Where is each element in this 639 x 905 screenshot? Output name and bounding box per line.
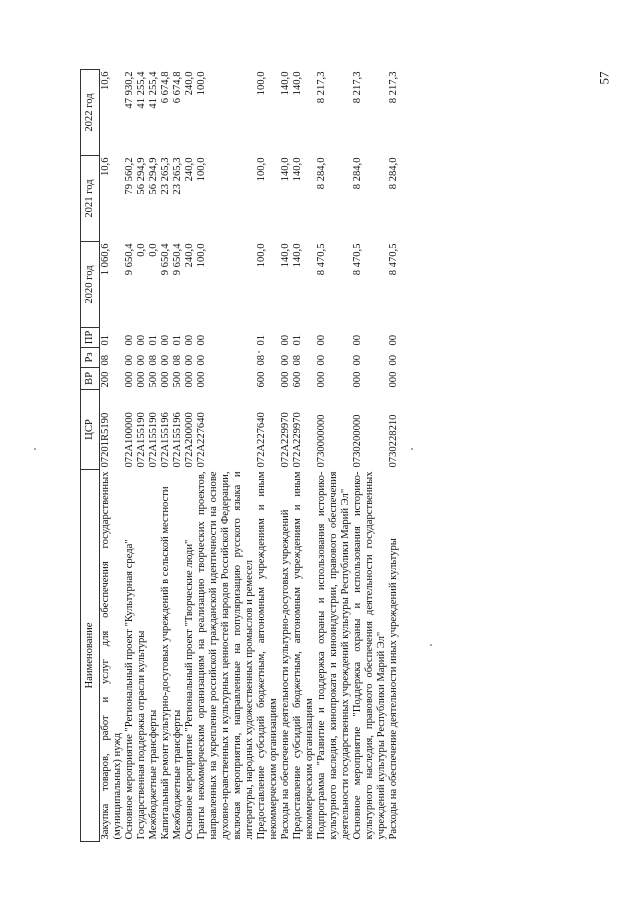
table-row <box>100 70 125 842</box>
cell-vr: 600 <box>256 371 267 388</box>
cell-2022: 41 255,4 <box>148 71 159 109</box>
page-number: 57 <box>596 71 612 85</box>
cell-pr: 01 <box>292 334 303 346</box>
cell-name: Капитальный ремонт культурно-досуговых учреждений в сельской местности <box>160 486 171 840</box>
cell-rz: 00 <box>280 354 291 366</box>
cell-2021: 56 294,9 <box>148 157 159 195</box>
cell-2020: 100,0 <box>256 243 267 268</box>
cell-name: Основное мероприятие "Поддержка охраны и использования историко-культурного наследия, правового обеспечения деятельности государственных учреждений культуры Республики Марий Эл" <box>352 471 387 840</box>
cell-csr: 072A100000 <box>124 412 135 468</box>
cell-2021: 140,0 <box>292 157 303 182</box>
scan-speck <box>34 448 36 450</box>
cell-pr: 00 <box>196 334 207 346</box>
cell-name: Закупка товаров, работ и услуг для обеспечения государственных (муниципальных) нужд <box>100 471 123 840</box>
cell-vr: 500 <box>172 371 183 388</box>
cell-csr: 07201R5190 <box>100 412 111 468</box>
table-row <box>136 70 148 842</box>
header-vr: ВР <box>81 368 100 390</box>
cell-2020: 9 650,4 <box>160 243 171 276</box>
table-row <box>256 70 280 842</box>
budget-table <box>80 69 400 842</box>
cell-vr: 000 <box>136 371 147 388</box>
cell-pr: 01 <box>148 334 159 346</box>
cell-2021: 8 284,0 <box>388 157 399 190</box>
cell-2022: 8 217,3 <box>388 71 399 104</box>
cell-rz: 08 <box>100 354 111 366</box>
cell-2022: 100,0 <box>196 71 207 96</box>
cell-rz: 08 <box>256 354 267 366</box>
table-row <box>184 70 196 842</box>
cell-2021: 140,0 <box>280 157 291 182</box>
cell-pr: 00 <box>280 334 291 346</box>
cell-name: Межбюджетные трансферты <box>172 709 183 840</box>
cell-csr: 0730000000 <box>316 414 327 468</box>
cell-rz: 00 <box>316 354 327 366</box>
cell-rz: 08 <box>292 354 303 366</box>
cell-name: Основное мероприятие "Региональный проект "Культурная среда" <box>124 539 135 840</box>
cell-2020: 140,0 <box>280 243 291 268</box>
cell-2022: 140,0 <box>280 71 291 96</box>
cell-2021: 8 284,0 <box>316 157 327 190</box>
cell-2020: 9 650,4 <box>172 243 183 276</box>
cell-2021: 23 265,3 <box>160 157 171 195</box>
cell-vr: 500 <box>148 371 159 388</box>
cell-vr: 000 <box>388 371 399 388</box>
header-rz: Рз <box>81 348 100 368</box>
cell-pr: 00 <box>316 334 327 346</box>
cell-rz: 00 <box>124 354 135 366</box>
cell-name: Государственная поддержка отрасли культуры <box>136 630 147 840</box>
cell-2022: 47 930,2 <box>124 71 135 109</box>
cell-csr: 072A155196 <box>160 412 171 468</box>
header-csr: ЦСР <box>81 390 100 470</box>
cell-2020: 1 060,6 <box>100 243 111 276</box>
cell-vr: 200 <box>100 371 111 388</box>
table-row <box>280 70 292 842</box>
cell-rz: 00 <box>352 354 363 366</box>
header-2020: 2020 год <box>81 242 100 328</box>
cell-2020: 9 650,4 <box>124 243 135 276</box>
cell-name: Гранты некоммерческим организациям на реализацию творческих проектов, направленных на укрепление российской гражданской идентичности на основе духовно-нравственных и культурных ценностей народов Российской Федерации, включая мероприятия, направленные на популяризацию русского языка и литературы, народных художественных промыслов и ремесел <box>196 471 255 840</box>
cell-name: Предоставление субсидий бюджетным, автономным учреждениям и иным некоммерческим организациям <box>292 471 315 840</box>
cell-2020: 8 470,5 <box>352 243 363 276</box>
header-pr: ПР <box>81 328 100 348</box>
cell-2020: 8 470,5 <box>316 243 327 276</box>
table-row <box>148 70 160 842</box>
cell-2020: 8 470,5 <box>388 243 399 276</box>
cell-pr: 00 <box>184 334 195 346</box>
cell-2022: 100,0 <box>256 71 267 96</box>
cell-2021: 23 265,3 <box>172 157 183 195</box>
cell-2022: 41 255,4 <box>136 71 147 109</box>
cell-2020: 0,0 <box>148 243 159 257</box>
cell-csr: 072A227640 <box>256 412 267 468</box>
table-row <box>388 70 400 842</box>
cell-pr: 01 <box>172 334 183 346</box>
cell-rz: 00 <box>160 354 171 366</box>
cell-pr: 01 <box>256 334 267 346</box>
cell-2021: 100,0 <box>256 157 267 182</box>
cell-rz: 00 <box>184 354 195 366</box>
cell-vr: 000 <box>196 371 207 388</box>
cell-name: Подпрограмма "Развитие и поддержка охраны и использования историко-культурного наследия, кинопроката и киноиндустрии, правового обеспечения деятельности государственных учреждений культуры Республики Марий Эл" <box>316 471 351 840</box>
cell-2021: 240,0 <box>184 157 195 182</box>
cell-2022: 8 217,3 <box>316 71 327 104</box>
cell-pr: 00 <box>388 334 399 346</box>
cell-csr: 072A229970 <box>292 412 303 468</box>
cell-vr: 000 <box>352 371 363 388</box>
cell-name: Расходы на обеспечение деятельности иных учреждений культуры <box>388 538 399 840</box>
cell-2020: 100,0 <box>196 243 207 268</box>
cell-vr: 000 <box>124 371 135 388</box>
cell-2022: 6 674,8 <box>160 71 171 104</box>
cell-2021: 100,0 <box>196 157 207 182</box>
cell-2021: 8 284,0 <box>352 157 363 190</box>
cell-2020: 240,0 <box>184 243 195 268</box>
table-row <box>316 70 352 842</box>
table-row <box>172 70 184 842</box>
cell-name: Расходы на обеспечение деятельности культурно-досуговых учреждений <box>280 509 291 840</box>
cell-name: Предоставление субсидий бюджетным, автономным учреждениям и иным некоммерческим организациям <box>256 471 279 840</box>
cell-pr: 00 <box>160 334 171 346</box>
rotated-document <box>80 72 565 842</box>
cell-vr: 000 <box>184 371 195 388</box>
cell-rz: 08 <box>172 354 183 366</box>
cell-rz: 00 <box>388 354 399 366</box>
cell-name: Основное мероприятие "Региональный проект "Творческие люди" <box>184 539 195 840</box>
cell-2020: 0,0 <box>136 243 147 257</box>
cell-pr: 00 <box>352 334 363 346</box>
cell-csr: 072A229970 <box>280 412 291 468</box>
cell-pr: 00 <box>136 334 147 346</box>
cell-2021: 79 560,2 <box>124 157 135 195</box>
cell-rz: 08 <box>148 354 159 366</box>
cell-rz: 00 <box>196 354 207 366</box>
cell-2021: 56 294,9 <box>136 157 147 195</box>
cell-csr: 0730228210 <box>388 414 399 468</box>
cell-2022: 140,0 <box>292 71 303 96</box>
cell-2022: 6 674,8 <box>172 71 183 104</box>
cell-name: Межбюджетные трансферты <box>148 709 159 840</box>
table-row <box>160 70 172 842</box>
cell-csr: 072A155190 <box>148 412 159 468</box>
table-row <box>124 70 136 842</box>
cell-pr: 01 <box>100 334 111 346</box>
cell-2022: 10,6 <box>100 71 111 91</box>
header-name: Наименование <box>81 470 100 842</box>
cell-2021: 10,6 <box>100 157 111 177</box>
header-2021: 2021 год <box>81 156 100 242</box>
table-row <box>292 70 316 842</box>
cell-csr: 072A200000 <box>184 412 195 468</box>
table-row <box>352 70 388 842</box>
cell-csr: 072A227640 <box>196 412 207 468</box>
cell-csr: 072A155196 <box>172 412 183 468</box>
cell-vr: 000 <box>316 371 327 388</box>
cell-rz: 00 <box>136 354 147 366</box>
cell-2022: 240,0 <box>184 71 195 96</box>
cell-csr: 072A155190 <box>136 412 147 468</box>
table-header-row <box>81 70 100 842</box>
cell-2020: 140,0 <box>292 243 303 268</box>
cell-2022: 8 217,3 <box>352 71 363 104</box>
cell-vr: 000 <box>160 371 171 388</box>
cell-pr: 00 <box>124 334 135 346</box>
cell-vr: 000 <box>280 371 291 388</box>
table-row <box>196 70 256 842</box>
cell-vr: 600 <box>292 371 303 388</box>
cell-csr: 0730200000 <box>352 414 363 468</box>
header-2022: 2022 год <box>81 70 100 156</box>
